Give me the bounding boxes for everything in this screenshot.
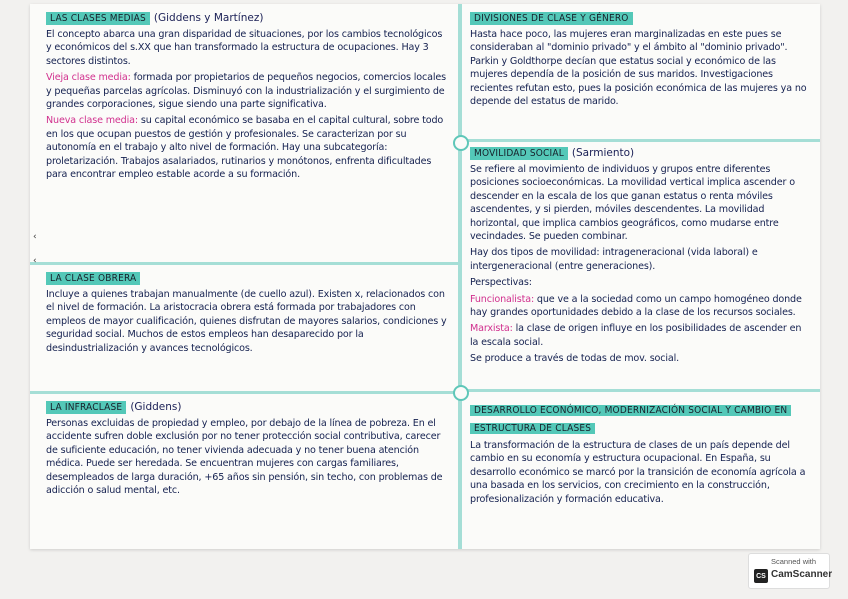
- scanned-with-label: Scanned with: [771, 557, 817, 566]
- divider-left-1: [30, 262, 458, 265]
- binder-hole-2: [453, 385, 469, 401]
- funcionalista-text: que ve a la sociedad como un campo homogéneo donde hay grandes oportunidades debido a la clase de los recursos sociales.: [470, 293, 802, 319]
- camscanner-logo-icon: CS: [754, 569, 768, 583]
- perspectivas-label: Perspectivas:: [470, 277, 532, 289]
- infraclase-text: Personas excluidas de propiedad y empleo, por debajo de la línea de pobreza. En el accidente sufren doble exclusión por no tener protección social contributiva, carecer de suficiente educación, no tener vivienda adecuada y no tener buena atención médica. Puede ser heredada. Se encuentran mujeres con cargas familiares, desempleados de larga duración, +65 años sin pensión, sin techo, con problemas de adicción o salud mental, etc.: [46, 418, 443, 497]
- subheading-clases-medias: (Giddens y Martínez): [153, 12, 264, 24]
- heading-divisiones: DIVISIONES DE CLASE Y GÉNERO: [470, 12, 633, 25]
- section-clases-medias: [46, 12, 448, 181]
- nueva-text: su capital económico se basaba en el capital cultural, sobre todo en los que ocupan puestos de gestión y profesionales. Se caracterizan por su autonomía en el trabajo y alto nivel de formación. Hay una subcategoría: proletarización. Trabajos asalariados, rutinarios y monótonos, enfrenta dificultades para encontrar empleo estable acorde a su formación.: [46, 115, 444, 181]
- heading-clase-obrera: LA CLASE OBRERA: [46, 272, 140, 285]
- marxista-text: la clase de origen influye en los posibilidades de ascender en la escala social.: [470, 323, 802, 348]
- movilidad-text-1: Se refiere al movimiento de individuos y grupos entre diferentes posiciones socioeconómicas. La movilidad vertical implica ascender o descender en la escala de los que ganan estatus o renta móviles ascendentes, y si pierden, móviles descendentes. La movilidad horizontal, que implica cambios geográficos, como mudarse entre vecindades. Se pueden combinar.: [470, 164, 795, 243]
- desarrollo-text: La transformación de la estructura de clases de un país depende del cambio en su economía y estructura ocupacional. En España, su desarrollo económico se marcó por la transición de economía agrícola a una basada en los servicios, con crecimiento en la construcción, profesionalización y formación educativa.: [470, 440, 806, 505]
- camscanner-name: CamScanner: [771, 569, 833, 580]
- divider-right-1: [462, 139, 820, 142]
- divider-left-2: [30, 391, 458, 394]
- section-movilidad: [470, 147, 812, 366]
- section-divisiones: [470, 12, 812, 108]
- subheading-movilidad: (Sarmiento): [571, 147, 635, 159]
- subheading-infraclase: (Giddens): [130, 401, 182, 413]
- perspectiva-funcionalista: [470, 293, 812, 320]
- vieja-label: Vieja clase media:: [46, 72, 131, 84]
- movilidad-text-3: Se produce a través de todas de mov. social.: [470, 353, 680, 365]
- heading-clases-medias: LAS CLASES MEDIAS: [46, 12, 150, 25]
- movilidad-text-2: Hay dos tipos de movilidad: intrageneracional (vida laboral) e intergeneracional (entre generaciones).: [470, 247, 758, 272]
- binder-hole-1: [453, 135, 469, 151]
- camscanner-watermark: [748, 553, 833, 589]
- section-infraclase: [46, 401, 448, 497]
- margin-tick: ‹: [33, 232, 37, 242]
- clase-obrera-text: Incluye a quienes trabajan manualmente (de cuello azul). Existen x, relacionados con el nivel de formación. La aristocracia obrera está formada por trabajadores con empleos de mayor cualificación, quienes disfrutan de mayores salarios, condiciones y seguridad social. Muchos de estos empleos han desaparecido por la desindustrialización y avances tecnológicos.: [46, 289, 447, 354]
- divisiones-text: Hasta hace poco, las mujeres eran marginalizadas en este pues se consideraban al "dominio privado" y el ámbito al "dominio privado". Parkin y Goldthorpe decían que estatus social y económico de las mujeres dependía de la posición de sus maridos. Investigaciones recientes refutan esto, pues la posición económica de las mujeres ya no depende del estatus de marido.: [470, 29, 807, 108]
- heading-desarrollo: DESARROLLO ECONÓMICO, MODERNIZACIÓN SOCIAL Y CAMBIO EN ESTRUCTURA DE CLASES: [470, 405, 791, 434]
- vieja-clase-media: [46, 71, 448, 111]
- heading-infraclase: LA INFRACLASE: [46, 401, 126, 414]
- clases-medias-intro: El concepto abarca una gran disparidad de situaciones, por los cambios tecnológicos y económicos del s.XX que han transformado la estructura de ocupaciones. Hay 3 sectores distintos.: [46, 29, 443, 67]
- vieja-text: formada por propietarios de pequeños negocios, comercios locales y pequeñas parcelas agrícolas. Disminuyó con la industrialización y el surgimiento de grandes corporaciones, sigue siendo una parte significativa.: [46, 72, 446, 111]
- divider-right-2: [462, 389, 820, 392]
- heading-movilidad: MOVILIDAD SOCIAL: [470, 147, 568, 160]
- section-desarrollo: [470, 400, 812, 506]
- vertical-divider: [458, 4, 462, 549]
- notes-page: [30, 4, 820, 549]
- margin-tick: ‹: [33, 256, 37, 266]
- nueva-clase-media: [46, 114, 448, 181]
- funcionalista-label: Funcionalista:: [470, 293, 535, 305]
- marxista-label: Marxista:: [470, 323, 513, 335]
- perspectiva-marxista: [470, 322, 812, 349]
- nueva-label: Nueva clase media:: [46, 115, 138, 127]
- section-clase-obrera: [46, 272, 448, 355]
